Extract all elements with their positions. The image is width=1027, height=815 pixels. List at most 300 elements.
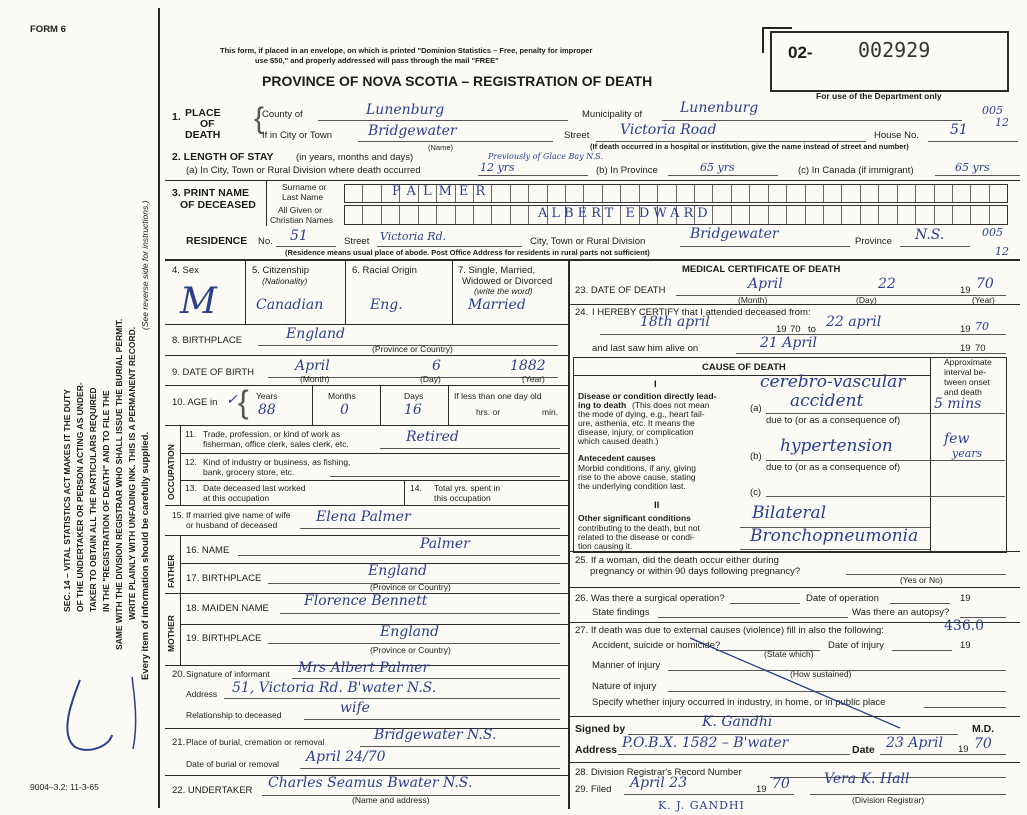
mother-name: Florence Bennett [304, 593, 428, 609]
days-value: 16 [404, 402, 422, 418]
marital-value: Married [468, 297, 526, 313]
cause-b-label: (b) [750, 451, 762, 462]
municipality-value: Lunenburg [680, 100, 759, 116]
l28-label: 28. Division Registrar's Record Number [575, 767, 742, 778]
s1-num: 1. [172, 111, 181, 123]
interval-label-1: Approximate [944, 357, 992, 367]
birthplace-label: 8. BIRTHPLACE [172, 335, 243, 346]
doctor-signature: K. Gandhi [702, 714, 773, 730]
city-label: If in City or Town [262, 130, 333, 141]
rule-19-top [180, 624, 568, 625]
residence-city: Bridgewater [690, 226, 779, 242]
cause-b-line [766, 460, 930, 461]
last-seen-year-pre: 19 [960, 343, 971, 354]
dob-month: April [295, 358, 330, 374]
spouse-line [300, 528, 560, 529]
side-line7: (See reverse side for instructions.) [140, 200, 150, 330]
op-year: 19 [960, 593, 971, 604]
cause-title: CAUSE OF DEATH [702, 362, 786, 373]
l12-num: 12. [185, 457, 197, 467]
municipality-line [662, 120, 962, 121]
rule-13-top [180, 480, 568, 481]
injury-year: 19 [960, 640, 971, 651]
rule-12-top [180, 453, 568, 454]
margin-rule [158, 8, 160, 808]
reg-number: 002929 [858, 38, 931, 62]
l12-a: Kind of industry or business, as fishing, [203, 457, 351, 467]
citizenship-sub: (Nationality) [262, 276, 308, 286]
how-sustained: (How sustained) [790, 669, 852, 679]
l27-label: 27. If death was due to external causes (violence) fill in also the following: [575, 625, 884, 636]
occupation-value: Retired [406, 429, 459, 445]
l11-line [380, 448, 560, 449]
residence-province-label: Province [855, 236, 892, 247]
s2b-line [668, 175, 778, 176]
attended-to-year-pre: 19 [960, 324, 971, 335]
disease-5: which caused death.) [578, 436, 659, 446]
months-label: Months [328, 391, 356, 401]
autopsy-label: Was there an autopsy? [852, 607, 950, 618]
findings-label: State findings [592, 607, 650, 618]
racial-value: Eng. [370, 297, 403, 313]
l23-label: 23. DATE OF DEATH [575, 285, 666, 296]
antecedent-3: the underlying condition last. [578, 481, 686, 491]
father-birthplace: England [368, 563, 428, 579]
dob-day-caption: (Day) [420, 374, 441, 384]
cause-a-label: (a) [750, 403, 762, 414]
other-bold: Other significant conditions [578, 513, 691, 523]
cause-b-interval-2: years [952, 447, 983, 460]
antecedent-1: Morbid conditions, if any, giving [578, 463, 696, 473]
signed-date-year: 70 [974, 736, 992, 752]
marital-label-1: 7. Single, Married, [458, 265, 536, 276]
street-value: Victoria Road [620, 122, 717, 138]
side-line2: OF THE UNDERTAKER OR PERSON ACTING AS UNDER- [75, 382, 85, 612]
given-label-2: Christian Names [270, 215, 333, 225]
op-date-label: Date of operation [806, 593, 879, 604]
disease-4: disease, injury, or complication [578, 427, 694, 437]
accident-label: Accident, suicide or homicide? [592, 640, 721, 651]
residence-no-line [276, 246, 336, 247]
residence-no: 51 [290, 228, 308, 244]
dept-code-1: 005 [982, 104, 1003, 117]
l12-line [330, 476, 560, 477]
dob-day: 6 [432, 358, 441, 374]
dob-year: 1882 [510, 358, 546, 374]
l26-label: 26. Was there a surgical operation? [575, 593, 725, 604]
mail-notice-line1: This form, if placed in an envelope, on which is printed "Dominion Statistics – Free, penalty for improper [220, 46, 593, 55]
birthplace-caption: (Province or Country) [372, 344, 453, 354]
rule-age-1 [312, 385, 313, 425]
residence-province-line [900, 246, 970, 247]
rule-father-top [165, 535, 568, 536]
l11-b: fisherman, office clerk, sales clerk, etc. [203, 439, 349, 449]
residence-note: (Residence means usual place of abode. Post Office Address for residents in rural parts not sufficient) [285, 248, 650, 257]
to-label: to [808, 324, 816, 335]
mother-birthplace: England [380, 624, 440, 640]
last-saw-label: and last saw him alive on [592, 343, 699, 354]
days-label: Days [404, 391, 424, 401]
cause-part-two: II [654, 500, 660, 511]
doctor-address: P.O.B.X. 1582 – B'water [622, 735, 789, 751]
l15-b: or husband of deceased [186, 520, 278, 530]
residence-label: RESIDENCE [186, 235, 248, 247]
findings-line [658, 617, 848, 618]
signed-date: 23 April [886, 735, 943, 751]
rule-age-2 [380, 385, 381, 425]
birthplace-value: England [286, 326, 346, 342]
s3-label-2: OF DECEASED [180, 199, 256, 211]
death-date-line [676, 295, 1006, 296]
rule-25-top [568, 551, 1020, 552]
cause-interval-divider [930, 357, 931, 551]
other-value-1: Bilateral [752, 503, 827, 523]
s1-brace: { [254, 102, 265, 135]
s2b-label: (b) In Province [596, 165, 658, 176]
residence-city-line [680, 246, 850, 247]
rule-age-3 [448, 385, 449, 425]
disease-1: (This does not mean [632, 400, 710, 410]
informant-sig-label: Signature of informant [186, 669, 270, 679]
side-line4: IN THE "REGISTRATION OF DEATH" AND TO FILE THE [101, 390, 111, 612]
attended-from: 18th april [640, 314, 710, 330]
antecedent-2: rise to the above cause, stating [578, 472, 696, 482]
signed-label: Signed by [575, 723, 626, 735]
l13-num: 13. [185, 483, 197, 493]
years-label: Years [256, 391, 278, 401]
interval-label-3: tween onset [944, 377, 990, 387]
other-value-2: Bronchopneumonia [750, 526, 919, 546]
rule-15-top [165, 505, 568, 506]
given-label-1: All Given or [278, 205, 322, 215]
cause-part-one: I [654, 379, 657, 390]
death-day-caption: (Day) [856, 295, 877, 305]
burial-place: Bridgewater N.S. [374, 727, 497, 743]
rule-5-6 [345, 259, 346, 324]
street-label: Street [564, 130, 590, 141]
residence-street-label: Street [344, 236, 370, 247]
hospital-note: (If death occurred in a hospital or institution, give the name instead of street and number) [590, 142, 909, 151]
dept-code-3: 005 [982, 226, 1003, 239]
s1-label-2: OF [200, 118, 215, 130]
due-to-1: due to (or as a consequence of) [766, 415, 901, 426]
death-year: 70 [976, 276, 994, 292]
mother-side-label: MOTHER [166, 615, 176, 652]
op-date-line [890, 603, 950, 604]
s2a-value: 12 yrs [480, 161, 515, 174]
rule-s3-top [165, 180, 1020, 181]
death-month-caption: (Month) [738, 295, 768, 305]
l21-num: 21. [172, 737, 186, 748]
filed-line [624, 794, 794, 795]
interval-a-line [930, 413, 1005, 414]
due-to-2: due to (or as a consequence of) [766, 462, 901, 473]
l25-label: 25. If a woman, did the death occur either during [575, 555, 779, 566]
cause-b-interval-1: few [944, 431, 970, 447]
undertaker-caption: (Name and address) [352, 795, 430, 805]
racial-label: 6. Racial Origin [352, 265, 417, 276]
mother-name-line [280, 613, 560, 614]
death-day: 22 [878, 276, 896, 292]
city-value: Bridgewater [368, 123, 457, 139]
l18-label: 18. MAIDEN NAME [186, 603, 269, 614]
marital-label-2: Widowed or Divorced [462, 276, 553, 287]
registrar-signature: Vera K. Hall [824, 771, 910, 787]
rule-9-top [165, 355, 568, 356]
age-label: 10. AGE in [172, 397, 218, 408]
death-year-pre: 19 [960, 285, 971, 296]
county-value: Lunenburg [366, 102, 445, 118]
dob-month-caption: (Month) [300, 374, 330, 384]
doctor-printed-name: K. J. GANDHI [658, 799, 745, 812]
hrs-label: hrs. or [476, 407, 501, 417]
signed-date-year-pre: 19 [958, 744, 969, 755]
house-label: House No. [874, 130, 919, 141]
other-line-2 [740, 549, 930, 550]
informant-addr-line [224, 698, 560, 699]
attended-from-year-pre: 19 [776, 324, 787, 335]
l15-a: If married give name of wife [186, 510, 291, 520]
sex-value: M [180, 281, 217, 322]
md-label: M.D. [972, 723, 995, 735]
father-name-line [238, 555, 560, 556]
given-value: ALBERT EDWARD [538, 206, 712, 221]
injury-date-label: Date of injury [828, 640, 884, 651]
address-line [618, 754, 850, 755]
rule-signed-top [568, 716, 1020, 717]
s2c-label: (c) In Canada (if immigrant) [798, 165, 914, 176]
rule-13-14 [404, 480, 405, 505]
last-seen-year: 70 [975, 343, 986, 354]
side-scribble [40, 665, 150, 765]
s1-label-1: PLACE [185, 107, 221, 119]
filed-year-pre: 19 [756, 784, 767, 795]
l14-a: Total yrs. spent in [434, 483, 501, 493]
s1-label-3: DEATH [185, 129, 221, 141]
antecedent-bold: Antecedent causes [578, 453, 656, 463]
nature-label: Nature of injury [592, 681, 657, 692]
s3-divider [266, 180, 267, 226]
rule-26-top [568, 587, 1020, 588]
father-side-label: FATHER [166, 554, 176, 588]
other-2: related to the disease or condi- [578, 532, 695, 542]
father-bp-caption: (Province or Country) [370, 582, 451, 592]
date-label: Date [852, 744, 875, 756]
industry-label: Specify whether injury occurred in industry, in home, or in public place [592, 697, 886, 708]
county-line [318, 120, 568, 121]
cause-a-interval: 5 mins [934, 396, 982, 412]
l14-num: 14. [410, 483, 422, 493]
surname-label-1: Surname or [282, 182, 327, 192]
informant-sig-line [292, 678, 560, 679]
lt-day-label: If less than one day old [454, 391, 542, 401]
house-value: 51 [950, 122, 968, 138]
l22-label: 22. UNDERTAKER [172, 785, 253, 796]
l11-a: Trade, profession, or kind of work as [203, 429, 341, 439]
interval-b-line [930, 460, 1005, 461]
dob-label: 9. DATE OF BIRTH [172, 367, 254, 378]
cause-a-line [766, 413, 930, 414]
rule-11-top [165, 425, 568, 426]
cause-a-value-1: cerebro-vascular [760, 372, 906, 392]
burial-place-line [360, 746, 560, 747]
l11-num: 11. [185, 429, 197, 439]
reg-prefix: 02- [788, 43, 813, 62]
residence-province: N.S. [915, 227, 945, 243]
death-year-caption: (Year) [972, 295, 995, 305]
l13-b: at this occupation [203, 493, 270, 503]
yes-no-caption: (Yes or No) [900, 575, 943, 585]
cause-c-line [766, 496, 930, 497]
surname-value: PALMER [392, 184, 493, 199]
last-seen: 21 April [760, 335, 817, 351]
date-line [880, 754, 1006, 755]
informant-addr-label: Address [186, 689, 218, 699]
disease-bold-1: Disease or condition directly lead- [578, 391, 717, 401]
spouse-value: Elena Palmer [316, 509, 411, 525]
citizenship-value: Canadian [256, 297, 324, 313]
rule-parent-side [180, 535, 181, 665]
rule-28-top [568, 762, 1020, 763]
s2c-value: 65 yrs [955, 161, 990, 174]
l15-num: 15. [172, 510, 184, 520]
undertaker-value: Charles Seamus Bwater N.S. [268, 775, 473, 791]
rule-8-top [165, 324, 568, 325]
min-label: min. [542, 407, 559, 417]
l24-num: 24. [575, 307, 589, 318]
informant-address: 51, Victoria Rd. B'water N.S. [232, 680, 437, 696]
rule-occ-side [180, 425, 181, 505]
side-line1: SEC. 14 – VITAL STATISTICS ACT MAKES IT THE DUTY [62, 389, 72, 612]
s2-label: 2. LENGTH OF STAY [172, 151, 274, 163]
age-check-mark: ✓ [226, 392, 238, 408]
certify-label: I HEREBY CERTIFY that I attended deceased from: [592, 307, 811, 318]
disease-2: the mode of dying, e.g., heart fail- [578, 409, 705, 419]
other-3: tion causing it. [578, 541, 633, 551]
s2-sub: (in years, months and days) [296, 152, 414, 163]
dept-code-4: 12 [995, 245, 1009, 258]
occupation-side-label: OCCUPATION [166, 444, 176, 500]
death-month: April [748, 276, 783, 292]
disease-3: ure, asthenia, etc. It means the [578, 418, 695, 428]
l20-num: 20. [172, 669, 186, 680]
s2a-label: (a) In City, Town or Rural Division where death occurred [186, 165, 421, 176]
filed-date: April 23 [630, 775, 687, 791]
cause-a-value-2: accident [790, 391, 864, 411]
burial-date-label: Date of burial or removal [186, 759, 280, 769]
filed-year: 70 [772, 776, 790, 792]
informant-relationship: wife [340, 700, 370, 716]
l13-a: Date deceased last worked [203, 483, 306, 493]
l14-b: this occupation [434, 493, 491, 503]
informant-rel-label: Relationship to deceased [186, 710, 282, 720]
months-value: 0 [340, 402, 349, 418]
attended-to-year: 70 [975, 320, 989, 333]
rule-main-top [165, 259, 1020, 261]
residence-city-label: City, Town or Rural Division [530, 236, 646, 247]
informant-rel-line [304, 719, 560, 720]
side-line5: SAME WITH THE DIVISION REGISTRAR WHO SHALL ISSUE THE BURIAL PERMIT. [114, 318, 124, 650]
residence-street: Victoria Rd. [380, 230, 447, 243]
marital-label-3: (write the word) [474, 286, 533, 296]
cause-b-value: hypertension [780, 436, 893, 456]
surname-label-2: Last Name [282, 192, 324, 202]
industry-line [924, 707, 1006, 708]
rule-21-top [165, 728, 568, 729]
house-line [928, 141, 1018, 142]
rule-10-top [165, 385, 568, 386]
l25-label-b: pregnancy or within 90 days following pregnancy? [590, 566, 801, 577]
icd-code-note: 436.0 [944, 618, 985, 634]
side-line6: WRITE PLAINLY WITH UNFADING INK. THIS IS A PERMANENT RECORD. [127, 326, 137, 620]
print-code: 9004–3.2: 11-3-65 [30, 782, 99, 792]
sex-label: 4. Sex [172, 265, 199, 276]
dob-year-caption: (Year) [522, 374, 545, 384]
other-1: contributing to the death, but not [578, 523, 700, 533]
dept-use-note: For use of the Department only [816, 91, 942, 101]
s2c-line [935, 175, 1020, 176]
years-value: 88 [258, 402, 276, 418]
side-line3: TAKER TO OBTAIN ALL THE PARTICULARS REQUIRED [88, 387, 98, 612]
op-line [730, 603, 800, 604]
age-brace: { [238, 384, 249, 420]
l29-label: 29. Filed [575, 784, 612, 795]
burial-date-line [300, 768, 560, 769]
side-line8: Every item of information should be carefully supplied. [140, 431, 151, 680]
interval-label-2: interval be- [944, 367, 987, 377]
address-label: Address [575, 744, 618, 756]
interval-c-line [930, 496, 1005, 497]
manner-label: Manner of injury [592, 660, 661, 671]
informant-signature: Mrs Albert Palmer [298, 660, 430, 676]
rule-4-5 [245, 259, 246, 324]
rule-24-top [568, 304, 1020, 305]
mother-bp-caption: (Province or Country) [370, 645, 451, 655]
medical-title: MEDICAL CERTIFICATE OF DEATH [682, 264, 841, 275]
rule-center [568, 259, 570, 809]
s3-label-1: 3. PRINT NAME [172, 187, 250, 199]
county-label: County of [262, 109, 303, 120]
l12-b: bank, grocery store, etc. [203, 467, 295, 477]
l17-label: 17. BIRTHPLACE [186, 573, 262, 584]
s2b-value: 65 yrs [700, 161, 735, 174]
city-caption: (Name) [428, 143, 454, 152]
attended-to: 22 april [826, 314, 882, 330]
form-number: FORM 6 [30, 24, 66, 35]
dept-code-2: 12 [995, 116, 1009, 129]
burial-date: April 24/70 [306, 749, 386, 765]
burial-place-label: Place of burial, cremation or removal [186, 737, 325, 747]
registrar-caption: (Division Registrar) [852, 795, 925, 805]
disease-bold-2: ing to death [578, 400, 627, 410]
interval-label-4: and death [944, 387, 982, 397]
city-line [358, 141, 553, 142]
mail-notice-line2: use $50," and properly addressed will pass through the mail "FREE" [255, 56, 499, 65]
citizenship-label: 5. Citizenship [252, 265, 310, 276]
cause-c-label: (c) [750, 487, 762, 498]
residence-no-label: No. [258, 236, 273, 247]
l16-label: 16. NAME [186, 545, 230, 556]
residence-street-line [377, 246, 522, 247]
rule-6-7 [452, 259, 453, 324]
s2-prev-note: Previously of Glace Bay N.S. [488, 152, 603, 161]
l19-label: 19. BIRTHPLACE [186, 633, 262, 644]
attended-from-year: 70 [790, 324, 801, 335]
mother-bp-line [268, 643, 560, 644]
father-name: Palmer [420, 536, 470, 552]
s2a-line [478, 175, 588, 176]
state-which: (State which) [764, 649, 814, 659]
